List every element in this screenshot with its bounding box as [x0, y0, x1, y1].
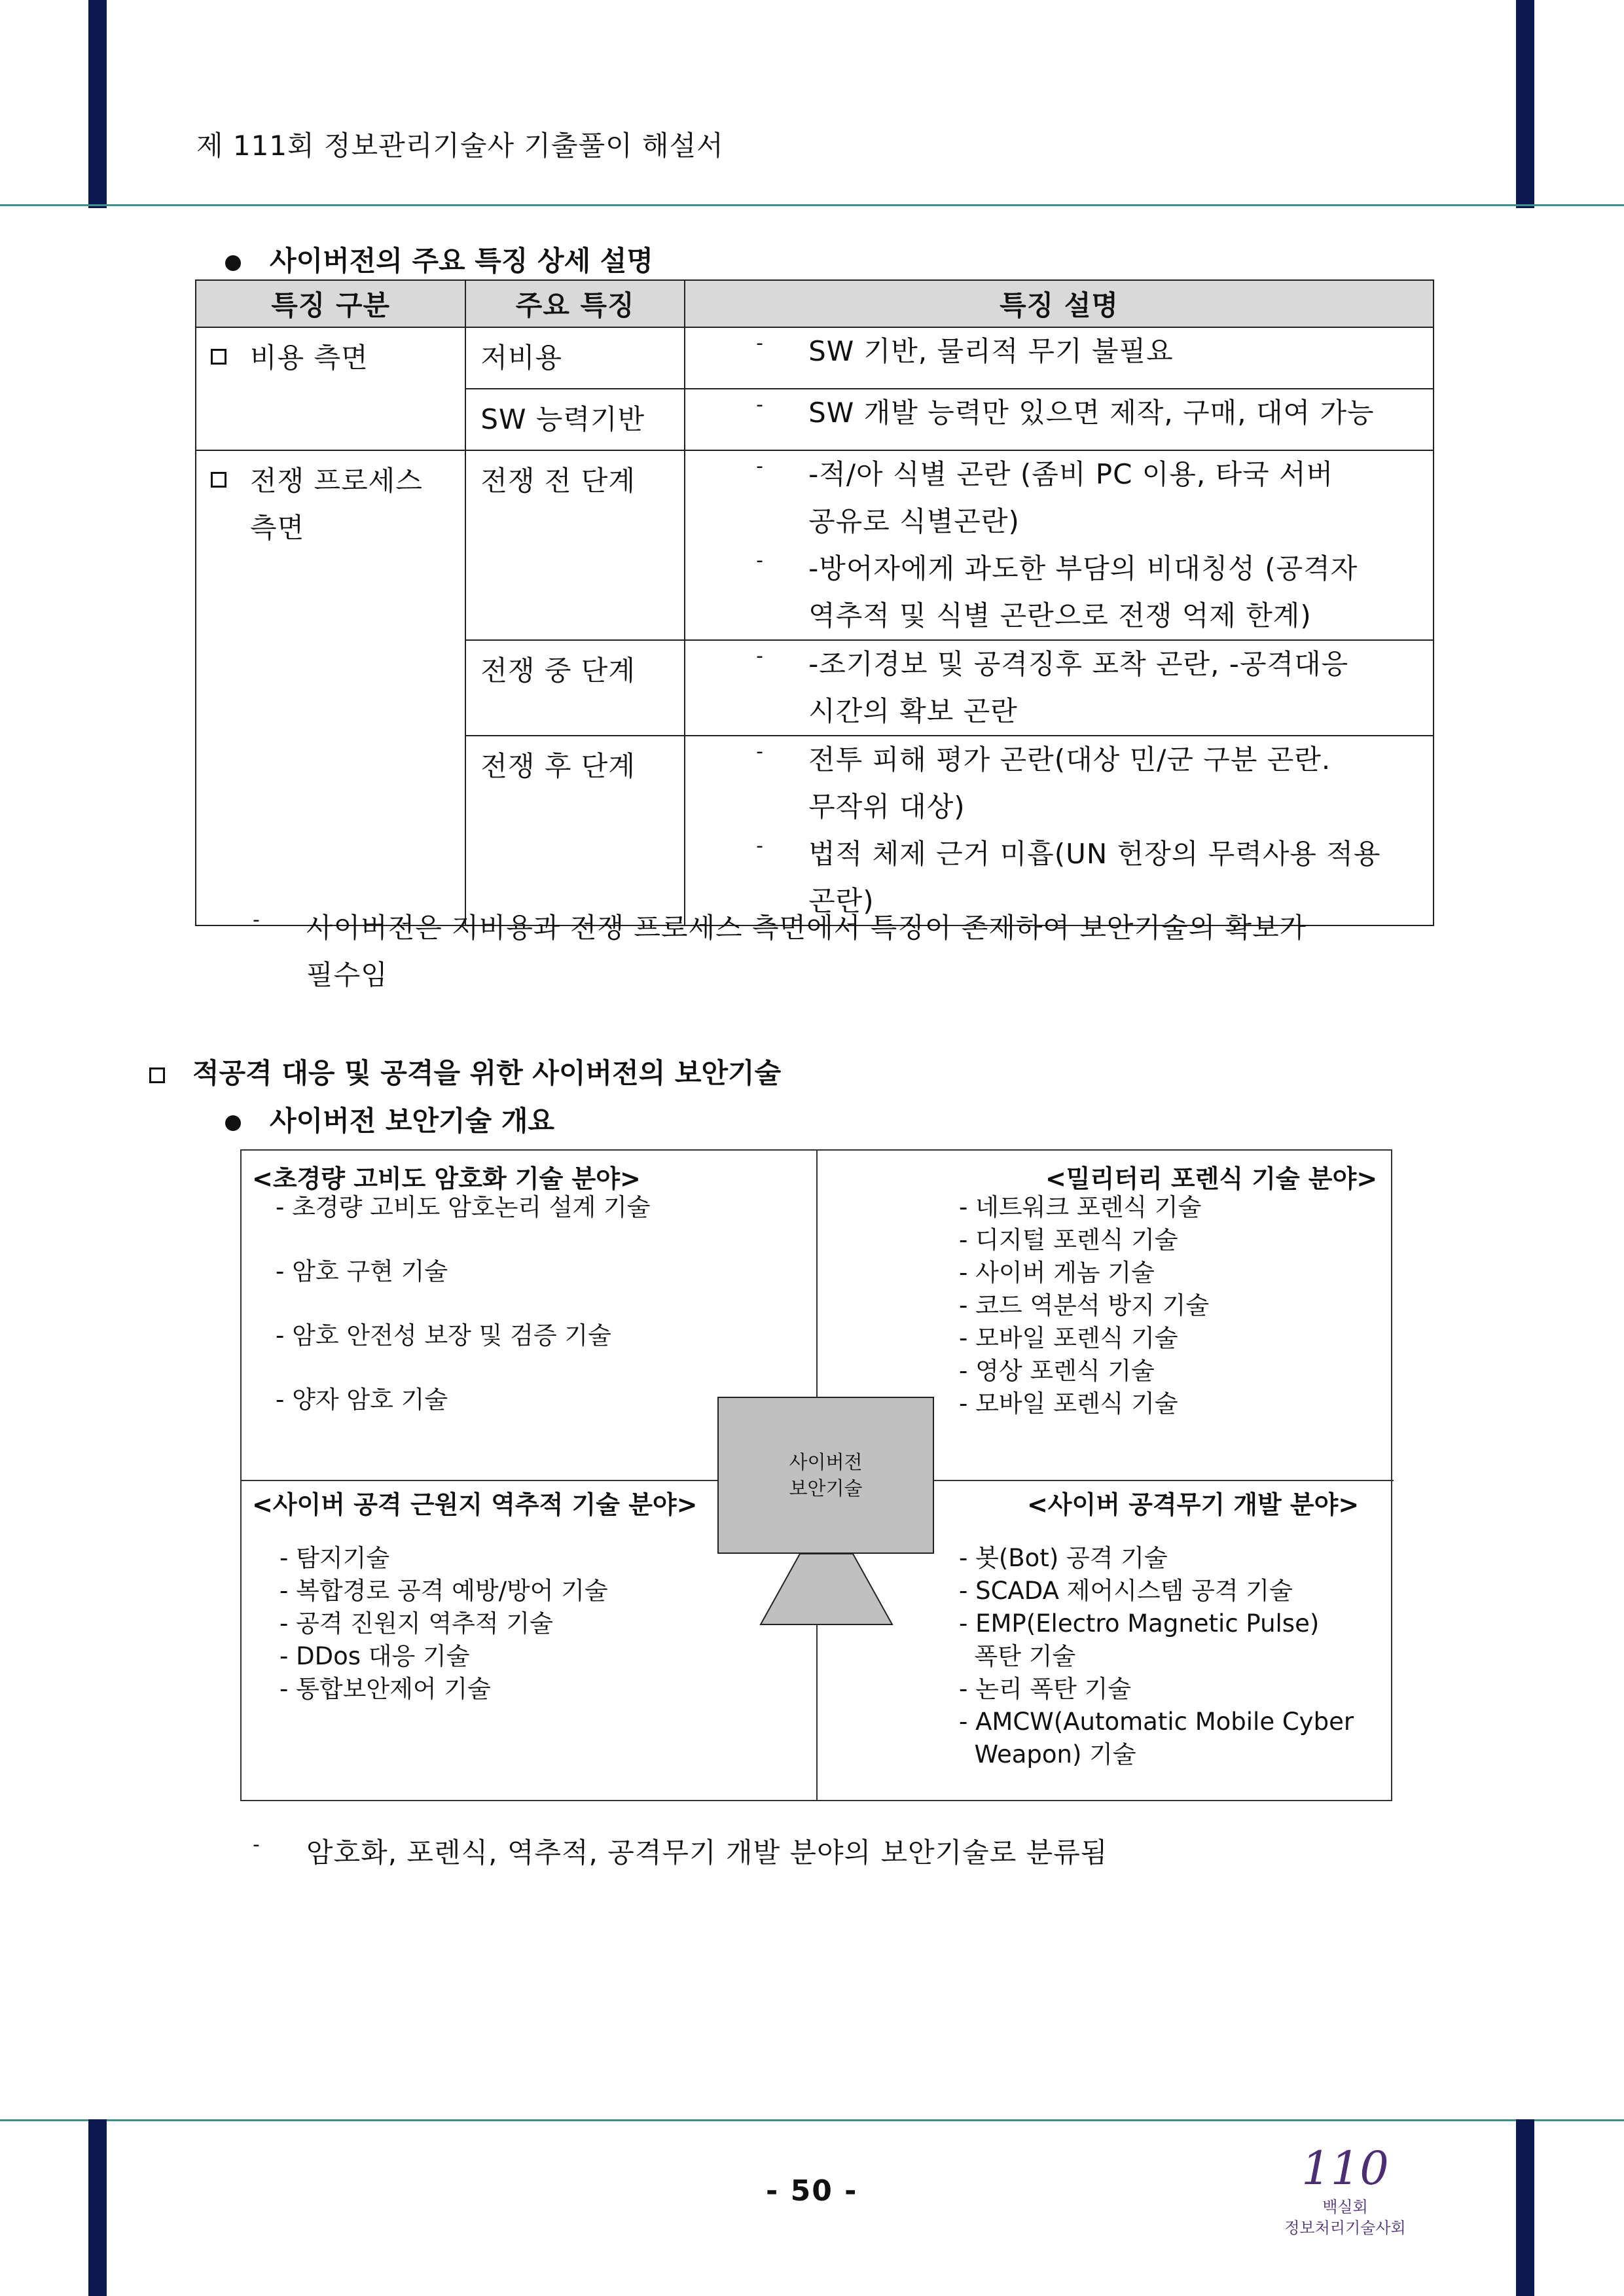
features-heading-text: 사이버전의 주요 특징 상세 설명	[270, 245, 653, 277]
diagram-note-text: 암호화, 포렌식, 역추적, 공격무기 개발 분야의 보안기술로 분류됨	[306, 1837, 1108, 1869]
desc-line: -방어자에게 과도한 부담의 비대칭성 (공격자	[808, 552, 1358, 584]
features-table	[195, 279, 1434, 926]
bullet-dot-icon	[225, 1115, 241, 1131]
logo	[1276, 2140, 1414, 2271]
diagram-summary-note	[253, 1829, 1108, 1876]
desc-cell	[685, 327, 1434, 389]
category-cell	[196, 327, 465, 450]
dash-bullet-icon: -	[253, 908, 261, 931]
feature-cell	[465, 736, 685, 925]
feature-label: 저비용	[480, 342, 563, 374]
category-label-line1: 전쟁 프로세스	[250, 465, 423, 497]
checkbox-bullet-icon	[211, 472, 226, 488]
feature-label: 전쟁 전 단계	[480, 465, 636, 497]
left-bottom-bar	[88, 2119, 107, 2296]
desc-line: 전투 피해 평가 곤란(대상 민/군 구분 곤란.	[808, 744, 1331, 776]
feature-cell	[465, 450, 685, 640]
desc-line: 법적 체제 근거 미흡(UN 헌장의 무력사용 적용	[808, 838, 1381, 870]
list-item: - 모바일 포렌식 기술	[959, 1390, 1178, 1418]
weapon-quadrant-list	[959, 1542, 1354, 1771]
desc-line: -조기경보 및 공격징후 포착 곤란, -공격대응	[808, 648, 1349, 680]
desc-line: 역추적 및 식별 곤란으로 전쟁 억제 한계)	[808, 600, 1312, 632]
table-header-cell: 특징 구분	[196, 280, 465, 327]
table-header-row	[196, 280, 1434, 327]
page-number: - 50 -	[766, 2174, 858, 2208]
center-label-line1: 사이버전	[789, 1451, 863, 1473]
table-header-cell: 주요 특징	[465, 280, 685, 327]
list-item: - 복합경로 공격 예방/방어 기술	[280, 1577, 608, 1605]
note-line1: 사이버전은 저비용과 전쟁 프로세스 측면에서 특징이 존재하여 보안기술의 확보가	[306, 912, 1307, 944]
list-item: Weapon) 기술	[959, 1740, 1136, 1768]
header-rule	[0, 204, 1624, 206]
traceback-quadrant-list	[280, 1542, 608, 1706]
left-top-bar	[88, 0, 107, 208]
list-item: - 모바일 포렌식 기술	[959, 1324, 1178, 1352]
weapon-quadrant-title: <사이버 공격무기 개발 분야>	[1027, 1490, 1360, 1519]
right-top-bar	[1516, 0, 1534, 208]
desc-item: - SW 기반, 물리적 무기 불필요	[685, 328, 1433, 375]
logo-text-1: 백실회	[1322, 2198, 1368, 2216]
list-item: - 디지털 포렌식 기술	[959, 1226, 1178, 1254]
feature-cell	[465, 327, 685, 389]
desc-line: 시간의 확보 곤란	[808, 695, 1018, 727]
list-item: - 암호 구현 기술	[276, 1257, 448, 1285]
checkbox-bullet-icon	[211, 349, 226, 365]
desc-item: - SW 개발 능력만 있으면 제작, 구매, 대여 가능	[685, 389, 1433, 437]
list-item: - 사이버 게놈 기술	[959, 1259, 1155, 1287]
security-subheading	[225, 1100, 554, 1139]
list-item: - EMP(Electro Magnetic Pulse)	[959, 1609, 1320, 1638]
desc-cell	[685, 736, 1434, 925]
desc-cell	[685, 389, 1434, 450]
desc-line: -적/아 식별 곤란 (좀비 PC 이용, 타국 서버	[808, 458, 1334, 490]
desc-line: 공유로 식별곤란)	[808, 505, 1020, 537]
diagram-divider-right	[933, 1480, 1394, 1481]
footer-rule	[0, 2119, 1624, 2121]
center-label-line2: 보안기술	[789, 1477, 863, 1499]
right-bottom-bar	[1516, 2119, 1534, 2296]
features-heading	[225, 240, 653, 279]
pedestal-shape	[759, 1552, 893, 1626]
table-row	[196, 450, 1434, 640]
table-header-cell: 특징 설명	[685, 280, 1434, 327]
logo-number: 110	[1301, 2142, 1389, 2195]
list-item: - 양자 암호 기술	[276, 1386, 448, 1414]
dash-bullet-icon: -	[253, 1833, 261, 1856]
logo-text-2: 정보처리기술사회	[1284, 2219, 1406, 2237]
security-tech-diagram	[240, 1149, 1392, 1801]
security-heading	[149, 1052, 781, 1091]
desc-item	[685, 451, 1433, 545]
list-item: - 암호 안전성 보장 및 검증 기술	[276, 1321, 611, 1350]
desc-item	[685, 545, 1433, 639]
list-item: - 봇(Bot) 공격 기술	[959, 1544, 1168, 1572]
checkbox-bullet-icon	[149, 1067, 165, 1083]
diagram-divider-left	[242, 1480, 718, 1481]
desc-line: 곤란)	[808, 885, 875, 917]
list-item: - DDos 대응 기술	[280, 1642, 470, 1670]
list-item: - AMCW(Automatic Mobile Cyber	[959, 1708, 1354, 1736]
note-line2: 필수임	[306, 959, 388, 991]
crypto-quadrant-list	[276, 1191, 651, 1416]
category-label-line2: 측면	[250, 512, 305, 544]
list-item: - 네트워크 포렌식 기술	[959, 1193, 1202, 1221]
table-row	[196, 327, 1434, 389]
list-item: - SCADA 제어시스템 공격 기술	[959, 1577, 1293, 1605]
security-heading-text: 적공격 대응 및 공격을 위한 사이버전의 보안기술	[192, 1057, 782, 1089]
center-box	[717, 1397, 934, 1554]
feature-cell	[465, 640, 685, 736]
list-item: - 통합보안제어 기술	[280, 1675, 491, 1703]
forensic-quadrant-title: <밀리터리 포렌식 기술 분야>	[1045, 1164, 1378, 1193]
bullet-dot-icon	[225, 255, 241, 271]
list-item: 폭탄 기술	[959, 1642, 1076, 1670]
document-header-title: 제 111회 정보관리기술사 기출풀이 해설서	[196, 130, 724, 162]
desc-cell	[685, 450, 1434, 640]
feature-label: 전쟁 중 단계	[480, 655, 636, 687]
category-label: 비용 측면	[250, 342, 369, 374]
desc-item	[685, 641, 1433, 735]
category-cell	[196, 450, 465, 925]
desc-cell	[685, 640, 1434, 736]
desc-line: 무작위 대상)	[808, 791, 965, 823]
list-item: - 논리 폭탄 기술	[959, 1675, 1132, 1703]
list-item: - 탐지기술	[280, 1544, 390, 1572]
features-summary-note	[253, 905, 1307, 999]
forensic-quadrant-list	[959, 1191, 1209, 1420]
feature-label: SW 능력기반	[480, 403, 645, 435]
feature-cell	[465, 389, 685, 450]
desc-item	[685, 736, 1433, 831]
crypto-quadrant-title: <초경량 고비도 암호화 기술 분야>	[252, 1164, 641, 1193]
list-item: - 공격 진원지 역추적 기술	[280, 1609, 553, 1638]
list-item: - 코드 역분석 방지 기술	[959, 1291, 1210, 1319]
list-item: - 초경량 고비도 암호논리 설계 기술	[276, 1193, 651, 1221]
traceback-quadrant-title: <사이버 공격 근원지 역추적 기술 분야>	[252, 1490, 698, 1519]
list-item: - 영상 포렌식 기술	[959, 1357, 1155, 1385]
feature-label: 전쟁 후 단계	[480, 750, 636, 782]
security-subheading-text: 사이버전 보안기술 개요	[270, 1105, 554, 1137]
